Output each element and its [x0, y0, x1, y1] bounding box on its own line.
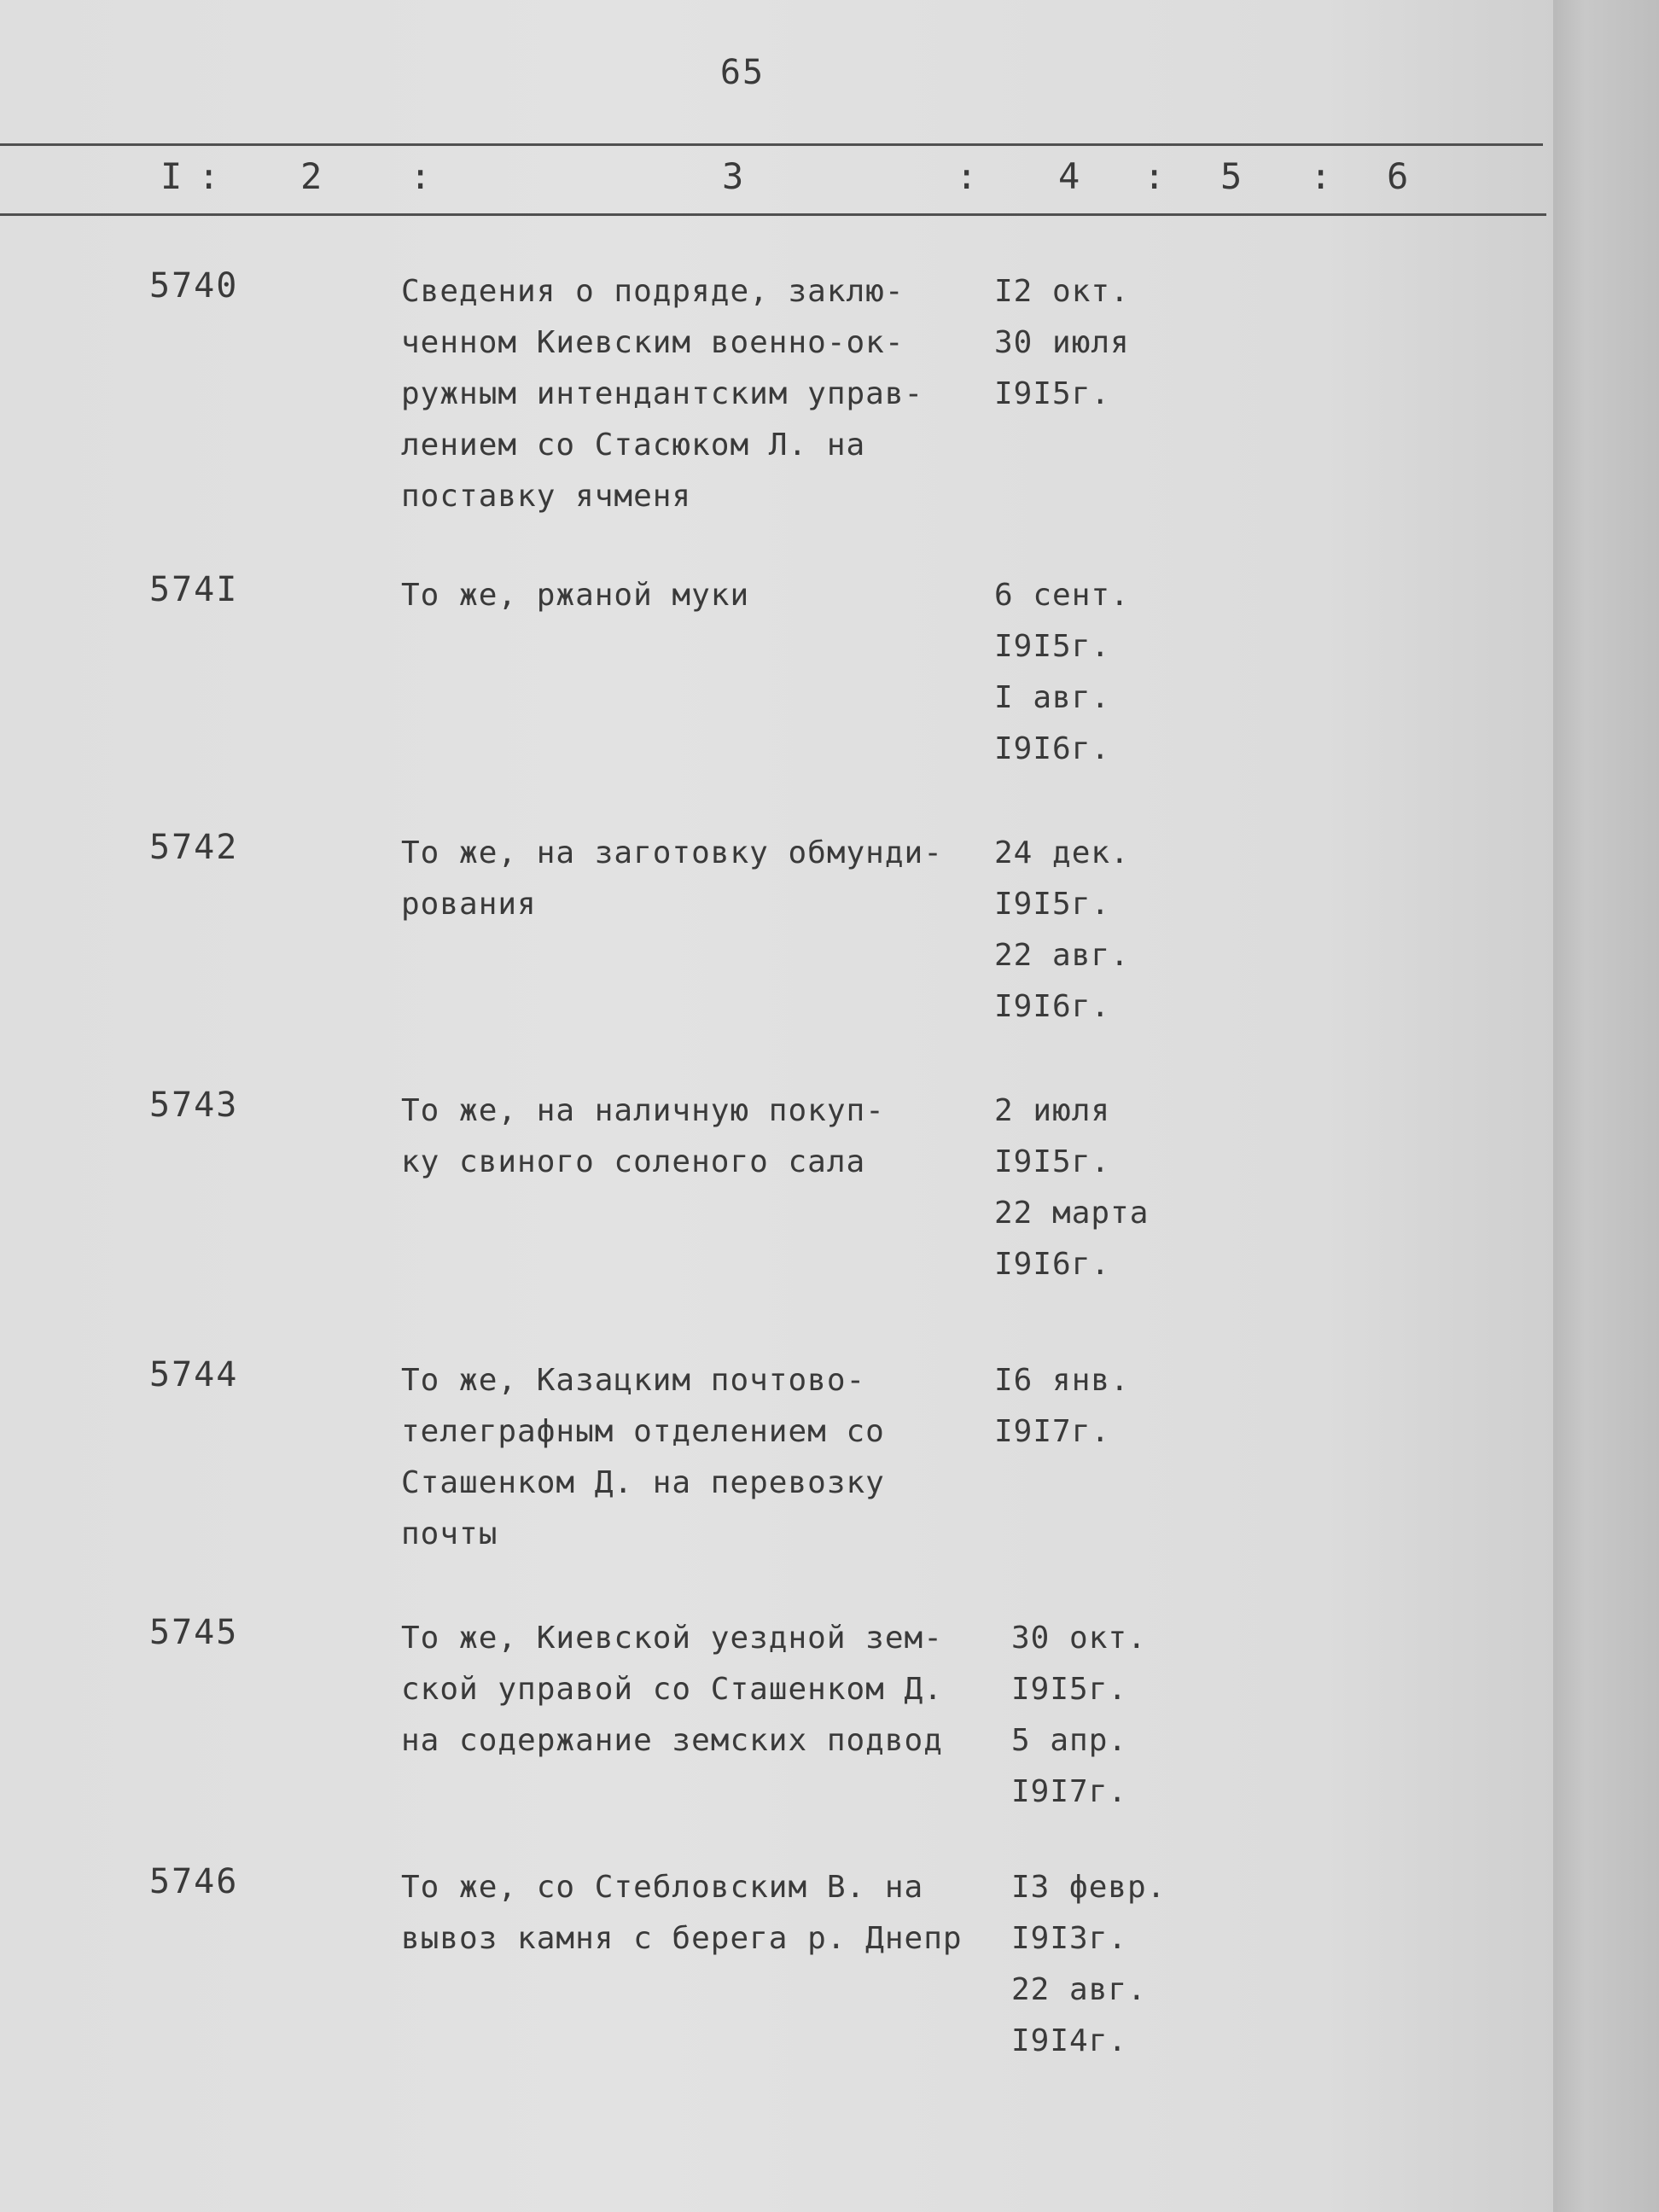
date-line: I авг. — [994, 680, 1111, 715]
date-line: 30 окт. — [1011, 1621, 1147, 1656]
entry-dates — [994, 1086, 1216, 1290]
header-col-6: 6 — [1387, 155, 1409, 197]
date-line: 24 дек. — [994, 835, 1130, 870]
title-line: То же, Киевской уездной зем- — [401, 1621, 943, 1656]
title-line: То же, ржаной муки — [401, 578, 750, 613]
date-line: I6 янв. — [994, 1363, 1130, 1398]
header-separator: : — [410, 155, 432, 197]
title-line: То же, на наличную покуп- — [401, 1093, 885, 1128]
title-line: на содержание земских подвод — [401, 1723, 943, 1758]
date-line: 22 марта — [994, 1196, 1150, 1231]
date-line: I9I6г. — [994, 731, 1111, 766]
date-line: I3 февр. — [1011, 1870, 1167, 1905]
header-top-rule — [0, 143, 1543, 146]
entry-dates — [994, 828, 1216, 1033]
date-line: I9I7г. — [994, 1414, 1111, 1449]
title-line: Сведения о подряде, заклю- — [401, 274, 905, 309]
date-line: 2 июля — [994, 1093, 1111, 1128]
date-line: I9I5г. — [994, 629, 1111, 664]
header-separator: : — [1310, 155, 1332, 197]
entry-number: 5745 — [149, 1613, 239, 1652]
header-col-3: 3 — [722, 155, 744, 197]
title-line: телеграфным отделением со — [401, 1414, 885, 1449]
date-line: I2 окт. — [994, 274, 1130, 309]
date-line: 30 июля — [994, 325, 1130, 360]
entry-number: 5740 — [149, 266, 239, 306]
header-col-2: 2 — [300, 155, 323, 197]
title-line: Сташенком Д. на перевозку — [401, 1465, 885, 1500]
title-line: То же, со Стебловским В. на — [401, 1870, 924, 1905]
entry-number: 5743 — [149, 1086, 239, 1125]
header-separator: : — [956, 155, 978, 197]
header-col-4: 4 — [1058, 155, 1080, 197]
title-line: вывоз камня с берега р. Днепр — [401, 1921, 963, 1956]
title-line: ку свиного соленого сала — [401, 1144, 866, 1179]
date-line: I9I4г. — [1011, 2023, 1128, 2058]
title-line: поставку ячменя — [401, 479, 692, 514]
date-line: I9I5г. — [1011, 1672, 1128, 1707]
entry-title — [401, 828, 1007, 930]
date-line: I9I6г. — [994, 989, 1111, 1024]
entry-title — [401, 1613, 1007, 1767]
title-line: ченном Киевским военно-ок- — [401, 325, 905, 360]
title-line: лением со Стасюком Л. на — [401, 428, 866, 463]
date-line: 6 сент. — [994, 578, 1130, 613]
title-line: рования — [401, 887, 537, 922]
page-edge-shadow — [1553, 0, 1659, 2212]
date-line: I9I5г. — [994, 887, 1111, 922]
entry-title — [401, 1862, 1007, 1965]
entry-dates — [1011, 1613, 1233, 1818]
date-line: I9I3г. — [1011, 1921, 1128, 1956]
page-number: 65 — [719, 53, 765, 92]
entry-dates — [994, 266, 1216, 420]
date-line: 5 апр. — [1011, 1723, 1128, 1758]
entry-dates — [1011, 1862, 1233, 2067]
title-line: ской управой со Сташенком Д. — [401, 1672, 943, 1707]
date-line: I9I7г. — [1011, 1774, 1128, 1809]
entry-dates — [994, 1355, 1216, 1458]
header-separator: : — [1144, 155, 1166, 197]
date-line: I9I6г. — [994, 1247, 1111, 1282]
entry-title — [401, 1355, 1007, 1560]
date-line: 22 авг. — [994, 938, 1130, 973]
title-line: почты — [401, 1516, 498, 1551]
header-col-5: 5 — [1220, 155, 1243, 197]
entry-number: 5744 — [149, 1355, 239, 1394]
entry-title — [401, 266, 1007, 522]
header-separator: : — [198, 155, 220, 197]
date-line: I9I5г. — [994, 1144, 1111, 1179]
entry-dates — [994, 570, 1216, 775]
date-line: 22 авг. — [1011, 1972, 1147, 2007]
header-col-1: I — [160, 155, 183, 197]
title-line: ружным интендантским управ- — [401, 376, 924, 411]
header-bottom-rule — [0, 213, 1546, 216]
entry-number: 5746 — [149, 1862, 239, 1901]
entry-number: 5742 — [149, 828, 239, 867]
entry-title — [401, 570, 1007, 621]
entry-title — [401, 1086, 1007, 1188]
title-line: То же, Казацким почтово- — [401, 1363, 866, 1398]
entry-number: 574I — [149, 570, 239, 609]
title-line: То же, на заготовку обмунди- — [401, 835, 943, 870]
date-line: I9I5г. — [994, 376, 1111, 411]
